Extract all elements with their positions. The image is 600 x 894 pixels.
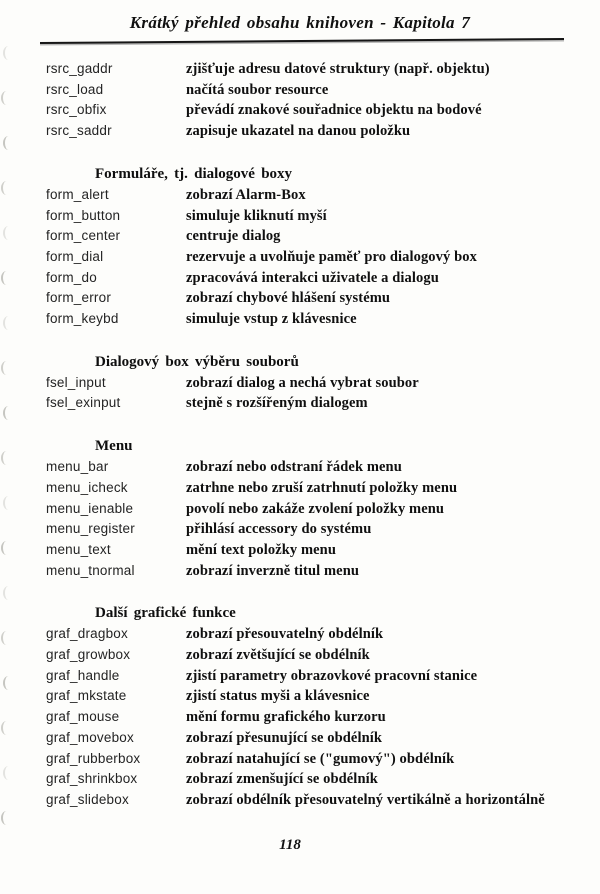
function-description: zobrazí natahující se ("gumový") obdélník	[186, 750, 455, 767]
function-row	[0, 59, 600, 80]
function-name: graf_mkstate	[46, 688, 127, 704]
section-heading: Další grafické funkce	[95, 605, 236, 622]
function-name: graf_dragbox	[46, 626, 128, 642]
function-name: menu_text	[46, 541, 111, 557]
function-name: graf_slidebox	[46, 791, 129, 807]
function-row	[0, 288, 600, 309]
function-row	[0, 393, 600, 414]
function-name: form_dial	[46, 248, 104, 264]
function-table	[0, 59, 600, 811]
function-name: rsrc_saddr	[46, 123, 112, 139]
function-name: form_button	[46, 207, 121, 223]
function-row	[0, 185, 600, 206]
function-row	[0, 247, 600, 268]
function-name: form_keybd	[46, 311, 119, 327]
function-row	[0, 707, 600, 728]
function-name: menu_tnormal	[46, 562, 135, 578]
function-name: graf_growbox	[46, 647, 131, 663]
function-description: zobrazí Alarm-Box	[186, 186, 306, 203]
function-name: menu_ienable	[46, 500, 134, 516]
function-description: načítá soubor resource	[186, 81, 329, 98]
function-row	[0, 121, 600, 142]
function-row	[0, 645, 600, 666]
function-name: graf_movebox	[46, 729, 134, 745]
function-name: graf_handle	[46, 667, 120, 683]
function-name: form_do	[46, 269, 97, 285]
function-name: fsel_exinput	[46, 395, 121, 411]
function-description: rezervuje a uvolňuje paměť pro dialogový box	[186, 248, 477, 265]
page-number: 118	[279, 837, 301, 853]
section-heading: Formuláře, tj. dialogové boxy	[95, 165, 293, 182]
function-description: simuluje vstup z klávesnice	[186, 311, 357, 328]
function-description: převádí znakové souřadnice objektu na bodové	[186, 102, 482, 119]
section-fsel	[0, 354, 600, 414]
function-row	[0, 561, 600, 582]
function-description: zjišťuje adresu datové struktury (např. objektu)	[186, 61, 490, 77]
function-row	[0, 519, 600, 540]
function-row	[0, 206, 600, 227]
function-name: fsel_input	[46, 374, 106, 390]
function-name: form_alert	[46, 186, 109, 202]
function-name: menu_bar	[46, 459, 109, 475]
function-row	[0, 309, 600, 330]
function-description: stejně s rozšířeným dialogem	[186, 395, 368, 412]
function-row	[0, 769, 600, 790]
function-row	[0, 478, 600, 499]
function-description: zobrazí přesouvatelný obdélník	[186, 626, 384, 643]
function-description: povolí nebo zakáže zvolení položky menu	[186, 500, 445, 517]
function-name: rsrc_obfix	[46, 102, 107, 118]
function-description: zapisuje ukazatel na danou položku	[186, 123, 411, 140]
function-description: zobrazí zmenšující se obdélník	[186, 771, 378, 788]
section-form	[0, 166, 600, 330]
function-name: graf_mouse	[46, 709, 120, 725]
chapter-title: Krátký přehled obsahu knihoven - Kapitola 7	[129, 13, 471, 32]
function-row	[0, 499, 600, 520]
function-row	[0, 540, 600, 561]
function-name: menu_icheck	[46, 479, 128, 495]
function-name: form_error	[46, 290, 112, 306]
function-description: zobrazí zvětšující se obdélník	[186, 647, 370, 664]
section-graf	[0, 605, 600, 810]
function-row	[0, 728, 600, 749]
function-name: form_center	[46, 228, 121, 244]
section-heading: Dialogový box výběru souborů	[95, 353, 299, 370]
function-row	[0, 790, 600, 811]
function-row	[0, 100, 600, 121]
function-row	[0, 226, 600, 247]
function-name: graf_shrinkbox	[46, 771, 138, 787]
section-menu	[0, 438, 600, 581]
function-description: zobrazí obdélník přesouvatelný vertikálně a horizontálně	[186, 791, 545, 808]
function-row	[0, 80, 600, 101]
function-description: simuluje kliknutí myší	[186, 207, 327, 224]
function-description: zobrazí přesunující se obdélník	[186, 729, 383, 746]
function-description: zobrazí inverzně titul menu	[186, 562, 360, 579]
function-row	[0, 666, 600, 687]
function-name: menu_register	[46, 521, 135, 537]
function-description: zobrazí nebo odstraní řádek menu	[186, 459, 402, 476]
function-row	[0, 624, 600, 645]
function-description: centruje dialog	[186, 228, 281, 245]
function-description: přihlásí accessory do systému	[186, 521, 372, 538]
function-row	[0, 686, 600, 707]
header-rule	[40, 38, 564, 44]
function-row	[0, 373, 600, 394]
function-description: zjistí status myši a klávesnice	[186, 688, 370, 705]
function-name: rsrc_gaddr	[46, 61, 113, 76]
function-row	[0, 457, 600, 478]
function-name: graf_rubberbox	[46, 750, 141, 766]
function-name: rsrc_load	[46, 81, 104, 97]
function-row	[0, 749, 600, 770]
function-row	[0, 268, 600, 289]
section-rsrc	[0, 59, 600, 142]
function-description: zpracovává interakci uživatele a dialogu	[186, 269, 439, 286]
function-description: zatrhne nebo zruší zatrhnutí položky menu	[186, 479, 458, 496]
function-description: zjistí parametry obrazovkové pracovní stanice	[186, 667, 478, 684]
section-heading: Menu	[95, 438, 133, 455]
function-description: mění formu grafického kurzoru	[186, 709, 386, 726]
function-description: zobrazí dialog a nechá vybrat soubor	[186, 374, 419, 391]
page-header	[0, 0, 600, 42]
function-description: mění text položky menu	[186, 541, 337, 558]
function-description: zobrazí chybové hlášení systému	[186, 290, 391, 307]
